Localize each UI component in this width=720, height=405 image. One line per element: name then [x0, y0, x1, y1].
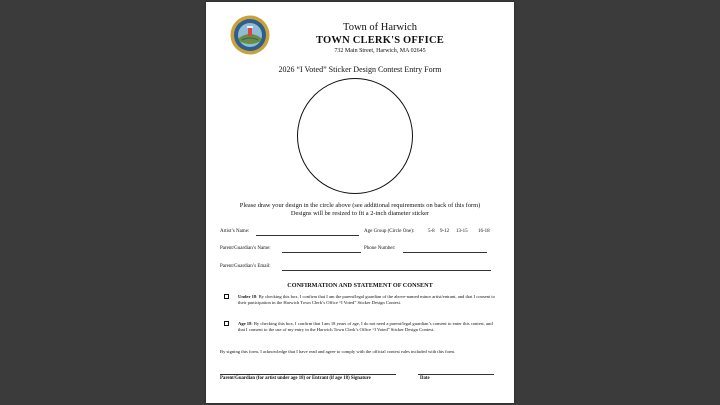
town-name: Town of Harwich: [343, 22, 417, 33]
age-option-5-8[interactable]: 5-8: [428, 229, 435, 234]
guardian-email-label: Parent/Guardian’s Email:: [220, 264, 271, 269]
phone-line[interactable]: [403, 247, 487, 253]
drawing-circle[interactable]: [297, 78, 413, 194]
phone-label: Phone Number:: [364, 246, 396, 251]
form-title: 2026 “I Voted” Sticker Design Contest Entry Form: [278, 65, 442, 74]
age-18-text: : By checking this box, I confirm that I am 18 years of age, I do not need a parent/legal guardian’s consent to enter this contest, and that I consent to the use of my entry in the Harwich Town Clerk’s Office “I Voted” Sticker Design Contest.: [238, 321, 493, 332]
consent-heading: CONFIRMATION AND STATEMENT OF CONSENT: [287, 282, 433, 289]
guardian-email-line[interactable]: [282, 265, 491, 271]
date-label: Date: [420, 376, 430, 381]
guardian-name-line[interactable]: [282, 247, 361, 253]
under-18-text: : By checking this box, I confirm that I am the parent/legal guardian of the above-named minor artist/entrant, and that I consent to their participation in the Harwich Town Clerk’s Office “I Voted” Sticker Design Contest.: [238, 294, 495, 305]
artist-name-label: Artist’s Name:: [220, 229, 250, 234]
guardian-name-label: Parent/Guardian’s Name:: [220, 246, 271, 251]
signature-line[interactable]: [220, 374, 396, 375]
age-18-checkbox[interactable]: [224, 321, 229, 326]
age-option-16-18[interactable]: 16-18: [478, 229, 490, 234]
signature-label: Parent/Guardian (for artist under age 18) or Entrant (if age 18) Signature: [220, 376, 371, 381]
drawing-instructions: Please draw your design in the circle above (see additional requirements on back of this form): [239, 202, 481, 209]
office-name: TOWN CLERK'S OFFICE: [316, 35, 444, 46]
artist-name-line[interactable]: [256, 230, 359, 236]
under-18-statement: [238, 294, 500, 305]
acknowledgement-text: By signing this form, I acknowledge that I have read and agree to comply with the official contest rules included with this form.: [220, 349, 456, 354]
under-18-checkbox[interactable]: [224, 294, 229, 299]
age-18-statement: [238, 321, 500, 332]
age-18-label: Age 18: [238, 321, 252, 326]
under-18-label: Under 18: [238, 294, 257, 299]
age-group-label: Age Group (Circle One):: [364, 229, 415, 234]
sticker-size-note: Designs will be resized to fit a 2-inch diameter sticker: [290, 210, 430, 217]
age-option-13-15[interactable]: 13-15: [456, 229, 468, 234]
age-option-9-12[interactable]: 9-12: [440, 229, 450, 234]
office-address: 732 Main Street, Harwich, MA 02645: [334, 48, 426, 54]
form-page: [206, 2, 514, 403]
date-line[interactable]: [418, 374, 494, 375]
